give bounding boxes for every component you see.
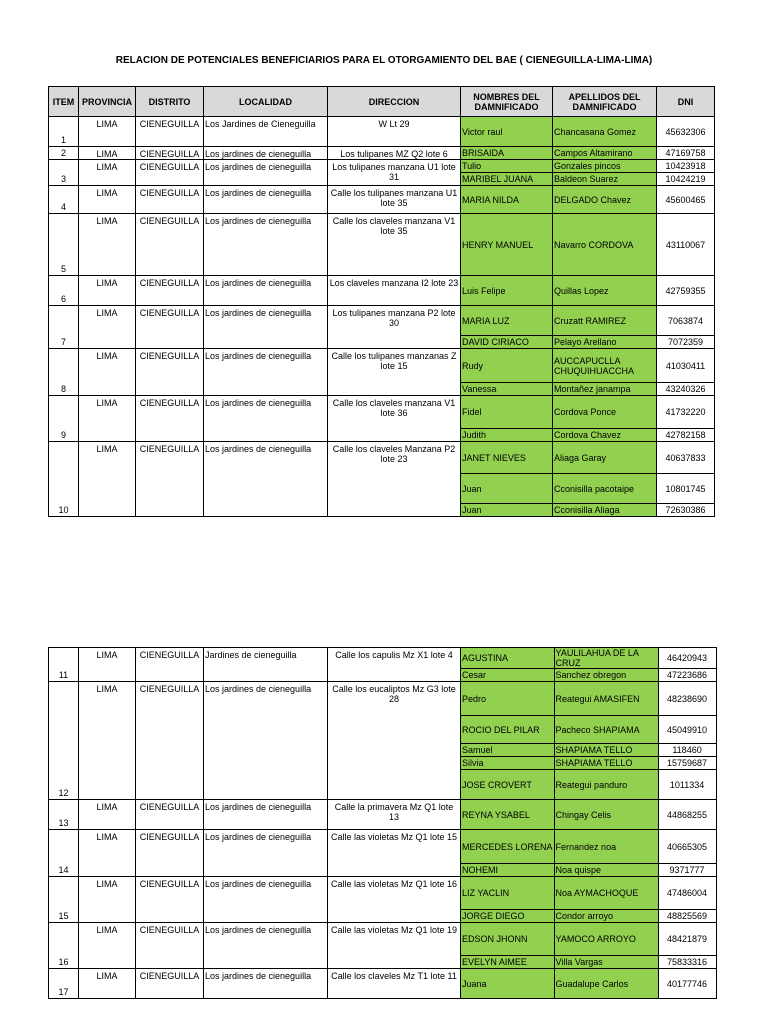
distrito-cell: CIENEGUILLA bbox=[136, 214, 204, 276]
table-row bbox=[49, 306, 715, 336]
direccion-cell: Calle las violetas Mz Q1 lote 19 bbox=[328, 923, 461, 969]
item-cell: 7 bbox=[49, 306, 79, 349]
provincia-cell: LIMA bbox=[79, 147, 136, 160]
nombres-cell: Silvia bbox=[461, 757, 555, 770]
provincia-cell: LIMA bbox=[79, 276, 136, 306]
table-row bbox=[49, 800, 717, 830]
item-cell: 12 bbox=[49, 682, 79, 800]
dni-cell: 43110067 bbox=[657, 214, 715, 276]
table-row bbox=[49, 186, 715, 214]
apellidos-cell: Cordova Ponce bbox=[553, 396, 657, 429]
nombres-cell: AGUSTINA bbox=[461, 648, 555, 669]
item-cell: 3 bbox=[49, 160, 79, 186]
distrito-cell: CIENEGUILLA bbox=[136, 648, 204, 682]
nombres-cell: REYNA YSABEL bbox=[461, 800, 555, 830]
table-body-2 bbox=[49, 648, 717, 999]
table-row bbox=[49, 442, 715, 474]
provincia-cell: LIMA bbox=[79, 877, 136, 923]
dni-cell: 118460 bbox=[658, 744, 716, 757]
distrito-cell: CIENEGUILLA bbox=[136, 682, 204, 800]
item-cell: 17 bbox=[49, 969, 79, 999]
apellidos-cell: YAULILAHUA DE LA CRUZ bbox=[554, 648, 658, 669]
nombres-cell: Fidel bbox=[461, 396, 553, 429]
apellidos-cell: Reategui AMASIFEN bbox=[554, 682, 658, 716]
table-row bbox=[49, 969, 717, 999]
provincia-cell: LIMA bbox=[79, 648, 136, 682]
distrito-cell: CIENEGUILLA bbox=[136, 923, 204, 969]
nombres-cell: LIZ YACLIN bbox=[461, 877, 555, 910]
apellidos-cell: Pelayo Arellano bbox=[553, 336, 657, 349]
nombres-cell: Judith bbox=[461, 429, 553, 442]
nombres-cell: HENRY MANUEL bbox=[461, 214, 553, 276]
localidad-cell: Los jardines de cieneguilla bbox=[204, 969, 328, 999]
nombres-cell: Juan bbox=[461, 474, 553, 504]
dni-cell: 47169758 bbox=[657, 147, 715, 160]
header-distrito: DISTRITO bbox=[136, 87, 204, 117]
nombres-cell: Samuel bbox=[461, 744, 555, 757]
dni-cell: 43240326 bbox=[657, 383, 715, 396]
header-item: ITEM bbox=[49, 87, 79, 117]
table-row bbox=[49, 349, 715, 383]
direccion-cell: Calle los claveles manzana V1 lote 36 bbox=[328, 396, 461, 442]
direccion-cell: Calle los claveles Manzana P2 lote 23 bbox=[328, 442, 461, 517]
apellidos-cell: Condor arroyo bbox=[554, 910, 658, 923]
apellidos-cell: Chancasana Gomez bbox=[553, 117, 657, 147]
item-cell: 6 bbox=[49, 276, 79, 306]
nombres-cell: JORGE DIEGO bbox=[461, 910, 555, 923]
item-cell: 4 bbox=[49, 186, 79, 214]
localidad-cell: Los jardines de cieneguilla bbox=[204, 682, 328, 800]
direccion-cell: Calle los eucaliptos Mz G3 lote 28 bbox=[328, 682, 461, 800]
direccion-cell: Calle las violetas Mz Q1 lote 15 bbox=[328, 830, 461, 877]
item-cell: 16 bbox=[49, 923, 79, 969]
direccion-cell: Calle la primavera Mz Q1 lote 13 bbox=[328, 800, 461, 830]
page-title: RELACION DE POTENCIALES BENEFICIARIOS PARA EL OTORGAMIENTO DEL BAE ( CIENEGUILLA-LIMA-LIMA) bbox=[115, 55, 653, 66]
table-row bbox=[49, 923, 717, 956]
dni-cell: 42782158 bbox=[657, 429, 715, 442]
item-cell: 15 bbox=[49, 877, 79, 923]
dni-cell: 45600465 bbox=[657, 186, 715, 214]
localidad-cell: Los jardines de cieneguilla bbox=[204, 306, 328, 349]
dni-cell: 10801745 bbox=[657, 474, 715, 504]
dni-cell: 1011334 bbox=[658, 770, 716, 800]
item-cell: 2 bbox=[49, 147, 79, 160]
nombres-cell: BRISAIDA bbox=[461, 147, 553, 160]
apellidos-cell: Cconisilla Aliaga bbox=[553, 504, 657, 517]
nombres-cell: JOSE CROVERT bbox=[461, 770, 555, 800]
item-cell: 11 bbox=[49, 648, 79, 682]
apellidos-cell: Montañez janampa bbox=[553, 383, 657, 396]
localidad-cell: Los jardines de cieneguilla bbox=[204, 147, 328, 160]
apellidos-cell: Gonzales pincos bbox=[553, 160, 657, 173]
direccion-cell: W Lt 29 bbox=[328, 117, 461, 147]
distrito-cell: CIENEGUILLA bbox=[136, 306, 204, 349]
provincia-cell: LIMA bbox=[79, 396, 136, 442]
distrito-cell: CIENEGUILLA bbox=[136, 830, 204, 877]
distrito-cell: CIENEGUILLA bbox=[136, 969, 204, 999]
localidad-cell: Los jardines de cieneguilla bbox=[204, 877, 328, 923]
direccion-cell: Los tulipanes manzana U1 lote 31 bbox=[328, 160, 461, 186]
direccion-cell: Calle los tulipanes manzanas Z lote 15 bbox=[328, 349, 461, 396]
apellidos-cell: Cconisilla pacotaipe bbox=[553, 474, 657, 504]
header-dni: DNI bbox=[657, 87, 715, 117]
dni-cell: 48825569 bbox=[658, 910, 716, 923]
apellidos-cell: Reategui panduro bbox=[554, 770, 658, 800]
apellidos-cell: SHAPIAMA TELLO bbox=[554, 757, 658, 770]
table-row bbox=[49, 147, 715, 160]
nombres-cell: JANET NIEVES bbox=[461, 442, 553, 474]
apellidos-cell: Noa quispe bbox=[554, 864, 658, 877]
table-row bbox=[49, 682, 717, 716]
apellidos-cell: AUCCAPUCLLA CHUQUIHUACCHA bbox=[553, 349, 657, 383]
localidad-cell: Jardines de cieneguilla bbox=[204, 648, 328, 682]
table-row bbox=[49, 117, 715, 147]
localidad-cell: Los jardines de cieneguilla bbox=[204, 160, 328, 186]
distrito-cell: CIENEGUILLA bbox=[136, 349, 204, 396]
nombres-cell: Juana bbox=[461, 969, 555, 999]
direccion-cell: Los tulipanes MZ Q2 lote 6 bbox=[328, 147, 461, 160]
item-cell: 5 bbox=[49, 214, 79, 276]
apellidos-cell: YAMOCO ARROYO bbox=[554, 923, 658, 956]
dni-cell: 46420943 bbox=[658, 648, 716, 669]
dni-cell: 9371777 bbox=[658, 864, 716, 877]
localidad-cell: Los jardines de cieneguilla bbox=[204, 830, 328, 877]
item-cell: 9 bbox=[49, 396, 79, 442]
nombres-cell: MERCEDES LORENA bbox=[461, 830, 555, 864]
localidad-cell: Los jardines de cieneguilla bbox=[204, 186, 328, 214]
apellidos-cell: Noa AYMACHOQUE bbox=[554, 877, 658, 910]
dni-cell: 15759687 bbox=[658, 757, 716, 770]
provincia-cell: LIMA bbox=[79, 214, 136, 276]
direccion-cell: Los tulipanes manzana P2 lote 30 bbox=[328, 306, 461, 349]
table-row bbox=[49, 830, 717, 864]
table-body-1 bbox=[49, 117, 715, 517]
nombres-cell: DAVID CIRIACO bbox=[461, 336, 553, 349]
distrito-cell: CIENEGUILLA bbox=[136, 877, 204, 923]
dni-cell: 41732220 bbox=[657, 396, 715, 429]
nombres-cell: EDSON JHONN bbox=[461, 923, 555, 956]
nombres-cell: Luis Felipe bbox=[461, 276, 553, 306]
beneficiaries-table-1 bbox=[48, 86, 715, 517]
distrito-cell: CIENEGUILLA bbox=[136, 186, 204, 214]
localidad-cell: Los jardines de cieneguilla bbox=[204, 800, 328, 830]
table-row bbox=[49, 160, 715, 173]
distrito-cell: CIENEGUILLA bbox=[136, 117, 204, 147]
nombres-cell: Cesar bbox=[461, 669, 555, 682]
apellidos-cell: Aliaga Garay bbox=[553, 442, 657, 474]
dni-cell: 44868255 bbox=[658, 800, 716, 830]
apellidos-cell: Guadalupe Carlos bbox=[554, 969, 658, 999]
dni-cell: 75833316 bbox=[658, 956, 716, 969]
table-row bbox=[49, 396, 715, 429]
direccion-cell: Calle los claveles Mz T1 lote 11 bbox=[328, 969, 461, 999]
dni-cell: 10423918 bbox=[657, 160, 715, 173]
nombres-cell: EVELYN AIMEE bbox=[461, 956, 555, 969]
nombres-cell: Juan bbox=[461, 504, 553, 517]
localidad-cell: Los jardines de cieneguilla bbox=[204, 276, 328, 306]
provincia-cell: LIMA bbox=[79, 186, 136, 214]
item-cell: 1 bbox=[49, 117, 79, 147]
apellidos-cell: Chingay Celis bbox=[554, 800, 658, 830]
dni-cell: 40665305 bbox=[658, 830, 716, 864]
provincia-cell: LIMA bbox=[79, 306, 136, 349]
dni-cell: 72630386 bbox=[657, 504, 715, 517]
provincia-cell: LIMA bbox=[79, 442, 136, 517]
dni-cell: 41030411 bbox=[657, 349, 715, 383]
table-row bbox=[49, 214, 715, 276]
table-row bbox=[49, 877, 717, 910]
item-cell: 8 bbox=[49, 349, 79, 396]
table-header-row bbox=[49, 87, 715, 117]
dni-cell: 47223686 bbox=[658, 669, 716, 682]
nombres-cell: Rudy bbox=[461, 349, 553, 383]
localidad-cell: Los jardines de cieneguilla bbox=[204, 442, 328, 517]
dni-cell: 45049910 bbox=[658, 716, 716, 744]
distrito-cell: CIENEGUILLA bbox=[136, 442, 204, 517]
nombres-cell: Vanessa bbox=[461, 383, 553, 396]
localidad-cell: Los Jardines de Cieneguilla bbox=[204, 117, 328, 147]
direccion-cell: Calle los claveles manzana V1 lote 35 bbox=[328, 214, 461, 276]
provincia-cell: LIMA bbox=[79, 923, 136, 969]
beneficiaries-table-2 bbox=[48, 647, 717, 999]
nombres-cell: MARIBEL JUANA bbox=[461, 173, 553, 186]
nombres-cell: Pedro bbox=[461, 682, 555, 716]
nombres-cell: MARIA NILDA bbox=[461, 186, 553, 214]
dni-cell: 48238690 bbox=[658, 682, 716, 716]
table-row bbox=[49, 648, 717, 669]
direccion-cell: Los claveles manzana I2 lote 23 bbox=[328, 276, 461, 306]
dni-cell: 10424219 bbox=[657, 173, 715, 186]
dni-cell: 47486004 bbox=[658, 877, 716, 910]
header-localidad: LOCALIDAD bbox=[204, 87, 328, 117]
nombres-cell: ROCIO DEL PILAR bbox=[461, 716, 555, 744]
provincia-cell: LIMA bbox=[79, 682, 136, 800]
header-nombres: NOMBRES DEL DAMNIFICADO bbox=[461, 87, 553, 117]
apellidos-cell: Campos Altamirano bbox=[553, 147, 657, 160]
distrito-cell: CIENEGUILLA bbox=[136, 396, 204, 442]
table-row bbox=[49, 276, 715, 306]
item-cell: 13 bbox=[49, 800, 79, 830]
apellidos-cell: Villa Vargas bbox=[554, 956, 658, 969]
distrito-cell: CIENEGUILLA bbox=[136, 147, 204, 160]
item-cell: 10 bbox=[49, 442, 79, 517]
distrito-cell: CIENEGUILLA bbox=[136, 276, 204, 306]
nombres-cell: Tulio bbox=[461, 160, 553, 173]
localidad-cell: Los jardines de cieneguilla bbox=[204, 396, 328, 442]
provincia-cell: LIMA bbox=[79, 830, 136, 877]
direccion-cell: Calle los capulis Mz X1 lote 4 bbox=[328, 648, 461, 682]
apellidos-cell: Cordova Chavez bbox=[553, 429, 657, 442]
apellidos-cell: SHAPIAMA TELLO bbox=[554, 744, 658, 757]
localidad-cell: Los jardines de cieneguilla bbox=[204, 349, 328, 396]
dni-cell: 7072359 bbox=[657, 336, 715, 349]
apellidos-cell: Fernandez noa bbox=[554, 830, 658, 864]
header-apellidos: APELLIDOS DEL DAMNIFICADO bbox=[553, 87, 657, 117]
nombres-cell: Victor raul bbox=[461, 117, 553, 147]
apellidos-cell: Cruzatt RAMIREZ bbox=[553, 306, 657, 336]
provincia-cell: LIMA bbox=[79, 349, 136, 396]
dni-cell: 42759355 bbox=[657, 276, 715, 306]
localidad-cell: Los jardines de cieneguilla bbox=[204, 214, 328, 276]
apellidos-cell: Quillas Lopez bbox=[553, 276, 657, 306]
provincia-cell: LIMA bbox=[79, 800, 136, 830]
dni-cell: 40637833 bbox=[657, 442, 715, 474]
item-cell: 14 bbox=[49, 830, 79, 877]
dni-cell: 48421879 bbox=[658, 923, 716, 956]
provincia-cell: LIMA bbox=[79, 117, 136, 147]
apellidos-cell: Navarro CORDOVA bbox=[553, 214, 657, 276]
localidad-cell: Los jardines de cieneguilla bbox=[204, 923, 328, 969]
distrito-cell: CIENEGUILLA bbox=[136, 800, 204, 830]
provincia-cell: LIMA bbox=[79, 160, 136, 186]
header-direccion: DIRECCION bbox=[328, 87, 461, 117]
apellidos-cell: Sanchez obregon bbox=[554, 669, 658, 682]
nombres-cell: NOHEMI bbox=[461, 864, 555, 877]
header-provincia: PROVINCIA bbox=[79, 87, 136, 117]
direccion-cell: Calle los tulipanes manzana U1 lote 35 bbox=[328, 186, 461, 214]
dni-cell: 7063874 bbox=[657, 306, 715, 336]
distrito-cell: CIENEGUILLA bbox=[136, 160, 204, 186]
apellidos-cell: Baldeon Suarez bbox=[553, 173, 657, 186]
provincia-cell: LIMA bbox=[79, 969, 136, 999]
apellidos-cell: DELGADO Chavez bbox=[553, 186, 657, 214]
apellidos-cell: Pacheco SHAPIAMA bbox=[554, 716, 658, 744]
dni-cell: 45632306 bbox=[657, 117, 715, 147]
direccion-cell: Calle las violetas Mz Q1 lote 16 bbox=[328, 877, 461, 923]
nombres-cell: MARIA LUZ bbox=[461, 306, 553, 336]
dni-cell: 40177746 bbox=[658, 969, 716, 999]
